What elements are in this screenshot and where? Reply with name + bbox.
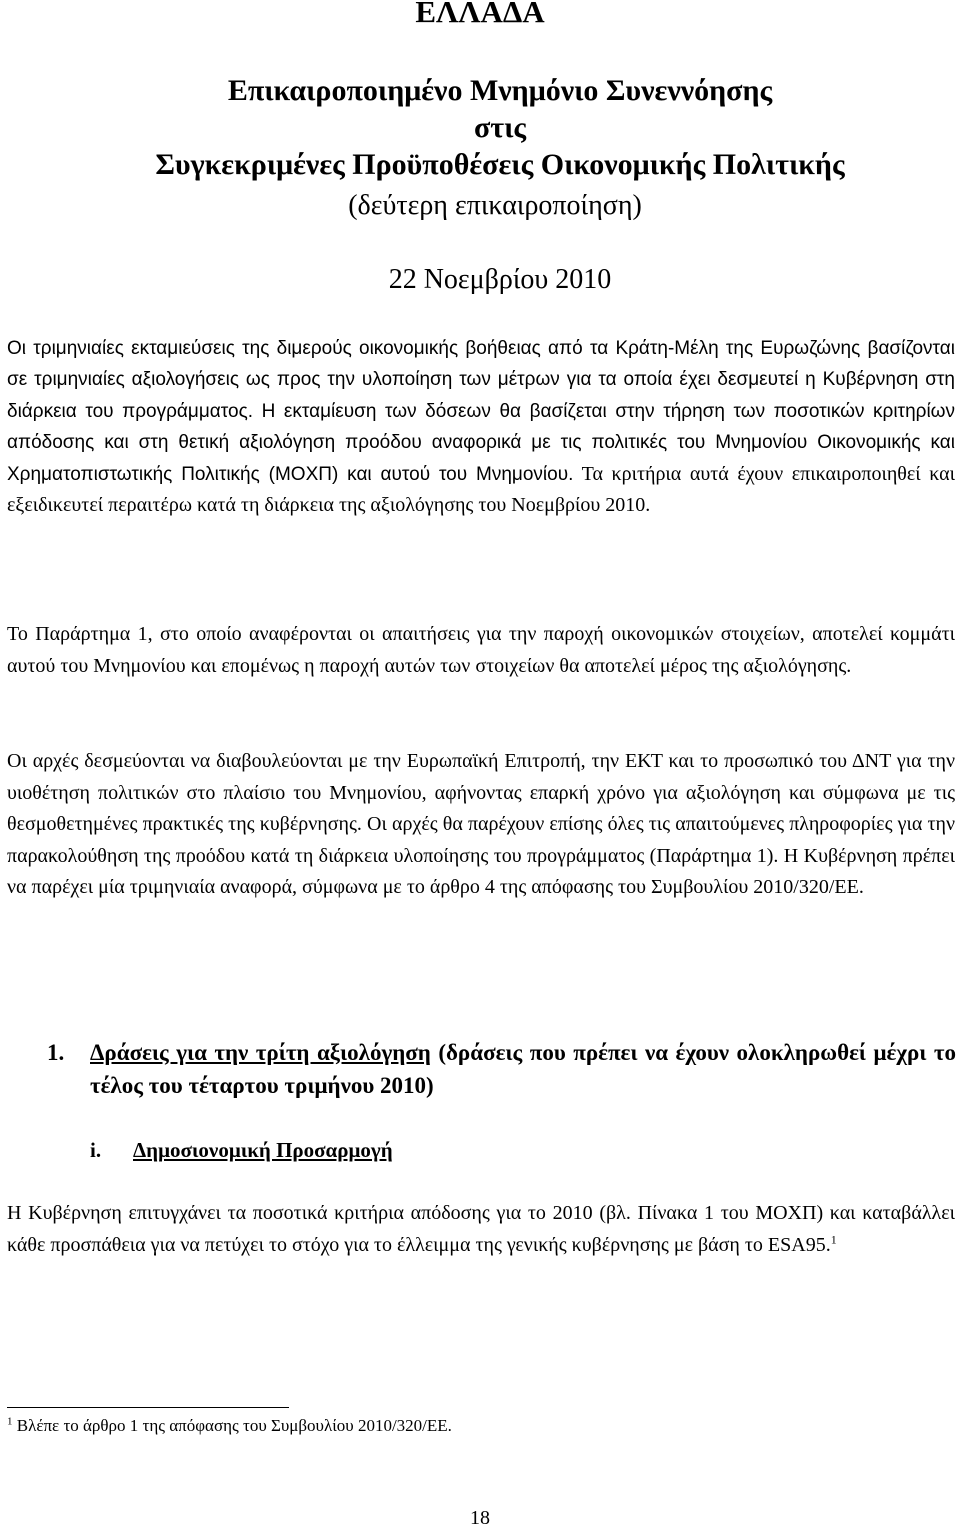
paragraph-fiscal-targets-text: Η Κυβέρνηση επιτυγχάνει τα ποσοτικά κριτήρια απόδοσης για το 2010 (βλ. Πίνακα 1 του ΜΟΧΠ) και καταβάλλει κάθε προσπάθεια για να πετύχει το στόχο για το έλλειμμα της γενικής κυβέρνησης με βάση το ESA95. bbox=[7, 1202, 955, 1256]
paragraph-disbursements-continuation: Τα κριτήρια αυτά έχουν επικαιροποιηθεί και εξειδικευτεί περαιτέρω κατά τη διάρκεια της αξιολόγησης του Νοεμβρίου 2010. bbox=[7, 462, 955, 517]
footnote bbox=[7, 1414, 947, 1438]
title-line-1: Επικαιροποιημένο Μνημόνιο Συνεννόησης bbox=[227, 74, 773, 107]
document-date: 22 Νοεμβρίου 2010 bbox=[388, 264, 612, 295]
footnote-text: Βλέπε το άρθρο 1 της απόφασης του Συμβουλίου 2010/320/ΕΕ. bbox=[12, 1416, 452, 1435]
paragraph-consultation: Οι αρχές δεσμεύονται να διαβουλεύονται με την Ευρωπαϊκή Επιτροπή, την ΕΚΤ και το προσωπικό του ΔΝΤ για την υιοθέτηση πολιτικών στο πλαίσιο του Μνημονίου, αφήνοντας επαρκή χρόνο για αξιολόγηση και σύμφωνα με τις θεσμοθετημένες πρακτικές της κυβέρνησης. Οι αρχές θα παρέχουν επίσης όλες τις απαιτούμενες πληροφορίες για την παρακολούθηση της προόδου κατά τη διάρκεια υλοποίησης του προγράμματος (Παράρτημα 1). Η Κυβέρνηση πρέπει να παρέχει μία τριμηνιαία αναφορά, σύμφωνα με το άρθρο 4 της απόφασης του Συμβουλίου 2010/320/ΕΕ. bbox=[7, 750, 955, 899]
paragraph-disbursements-main: Οι τριμηνιαίες εκταμιεύσεις της διμερούς οικονομικής βοήθειας από τα Κράτη-Μέλη της Ευρωζώνης βασίζονται σε τριμηνιαίες αξιολογήσεις ως προς την υλοποίηση των μέτρων για τα οποία έχει δεσμευτεί η Κυβέρνηση στη διάρκεια του προγράμματος. Η εκταμίευση των δόσεων θα βασίζεται στην τήρηση των ποσοτικών κριτηρίων απόδοσης και στη θετική αξιολόγηση προόδου αναφορικά με τις πολιτικές του Μνημονίου Οικονομικής και Χρηματοπιστωτικής Πολιτικής (ΜΟΧΠ) και αυτού του Μνημονίου. bbox=[7, 338, 955, 485]
footnote-number: 1 bbox=[7, 1415, 13, 1428]
page-number: 18 bbox=[470, 1507, 490, 1529]
document-subtitle: (δεύτερη επικαιροποίηση) bbox=[348, 190, 642, 221]
section-number: 1. bbox=[47, 1040, 65, 1065]
section-title-rest: (δράσεις που πρέπει να έχουν ολοκληρωθεί μέχρι το τέλος του τέταρτου τριμήνου 2010) bbox=[90, 1040, 956, 1098]
footnote-reference[interactable]: 1 bbox=[830, 1231, 837, 1246]
country-heading: ΕΛΛΑΔΑ bbox=[415, 0, 545, 29]
footnote-separator bbox=[7, 1407, 289, 1408]
paragraph-fiscal-targets bbox=[7, 1198, 955, 1261]
paragraph-disbursements bbox=[7, 333, 955, 521]
paragraph-annex: Το Παράρτημα 1, στο οποίο αναφέρονται οι απαιτήσεις για την παροχή οικονομικών στοιχείων, αποτελεί κομμάτι αυτού του Μνημονίου και επομένως η παροχή αυτών των στοιχείων θα αποτελεί μέρος της αξιολόγησης. bbox=[7, 623, 955, 677]
title-line-3: Συγκεκριμένες Προϋποθέσεις Οικονομικής Πολιτικής bbox=[155, 148, 845, 181]
title-line-2: στις bbox=[473, 111, 527, 144]
document-title bbox=[0, 72, 960, 183]
section-title-underlined: Δράσεις για την τρίτη αξιολόγηση bbox=[90, 1040, 431, 1065]
subsection-title: Δημοσιονομική Προσαρμογή bbox=[133, 1138, 393, 1162]
section-title bbox=[90, 1036, 956, 1102]
subsection-number: i. bbox=[90, 1138, 102, 1162]
